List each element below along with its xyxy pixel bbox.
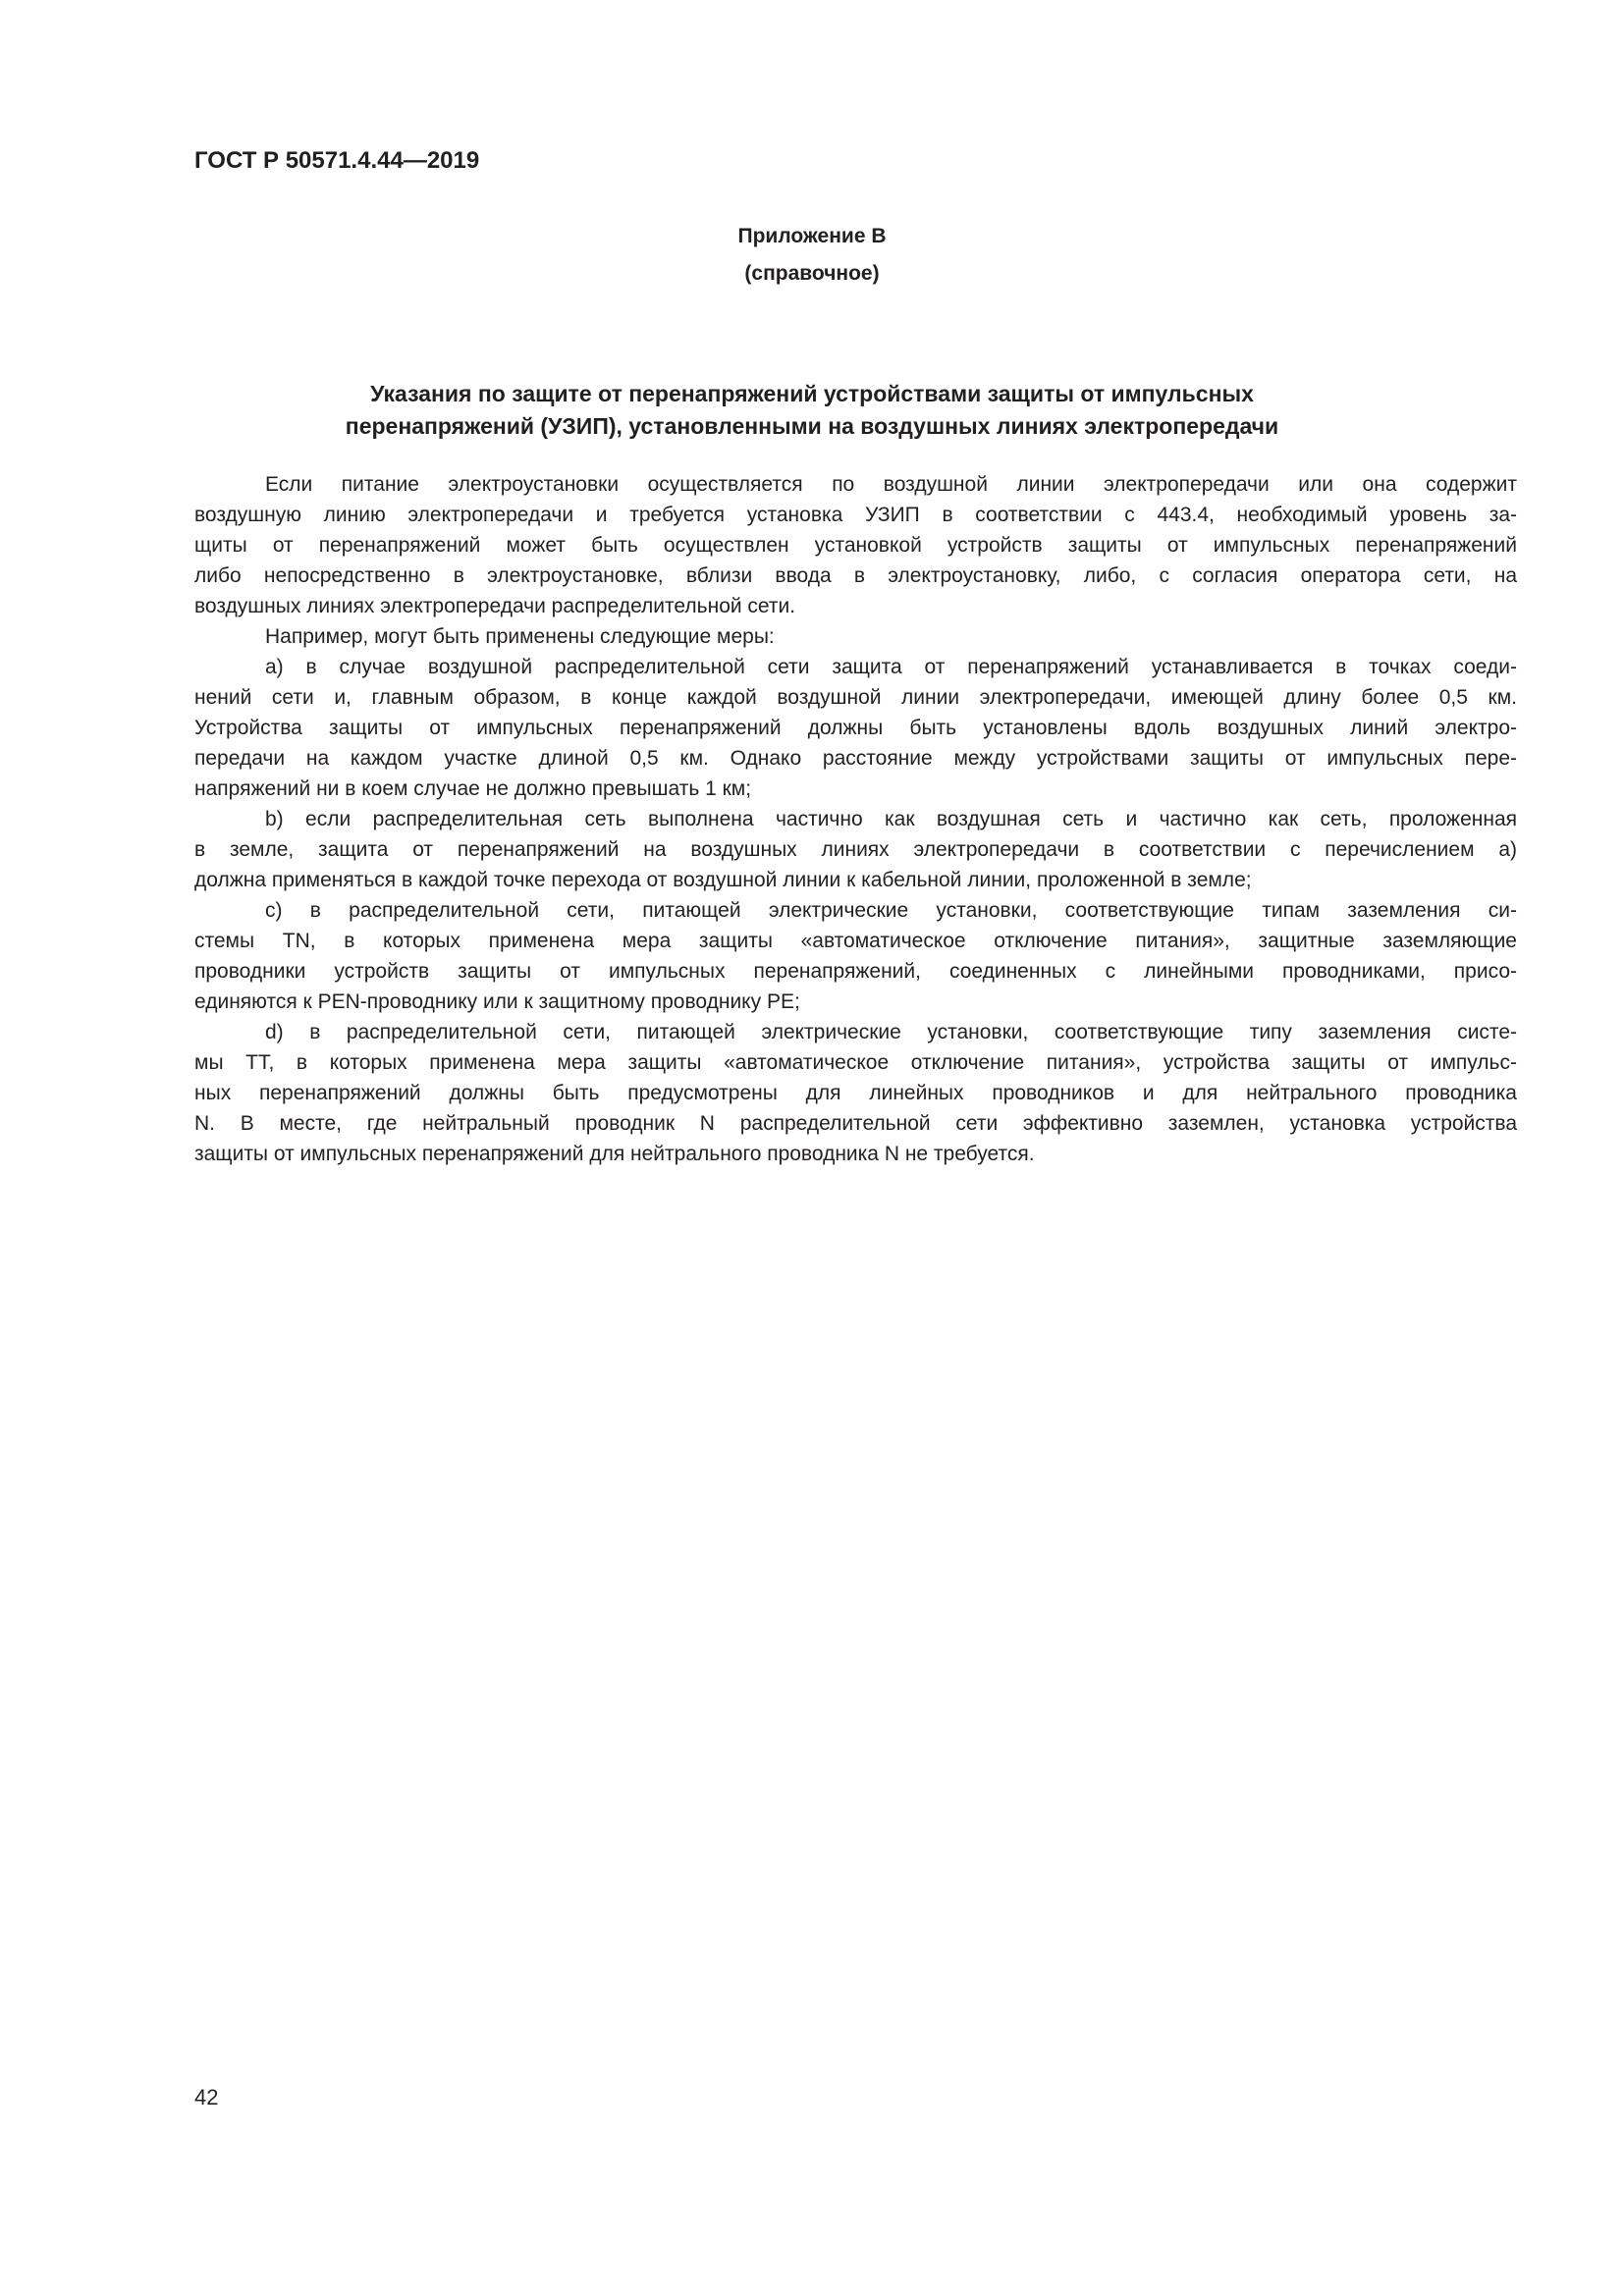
text-line: воздушную линию электропередачи и требуется установка УЗИП в соответствии с 443.4, необходимый уровень за- xyxy=(194,504,1517,526)
document-header: ГОСТ Р 50571.4.44—2019 xyxy=(194,147,480,174)
appendix-label: Приложение В xyxy=(737,225,887,247)
text-line: N. В месте, где нейтральный проводник N распределительной сети эффективно заземлен, установка устройства xyxy=(194,1112,1517,1135)
text-line: воздушных линиях электропередачи распределительной сети. xyxy=(194,595,796,617)
text-line: проводники устройств защиты от импульсных перенапряжений, соединенных с линейными проводниками, присо- xyxy=(194,960,1517,983)
text-line: щиты от перенапряжений может быть осуществлен установкой устройств защиты от импульсных перенапряжений xyxy=(194,534,1517,557)
text-line: a) в случае воздушной распределительной сети защита от перенапряжений устанавливается в точках соеди- xyxy=(265,656,1517,678)
text-line: мы TT, в которых применена мера защиты «автоматическое отключение питания», устройства защиты от импульс- xyxy=(194,1051,1517,1074)
paragraph xyxy=(194,652,1517,804)
text-line: ных перенапряжений должны быть предусмотрены для линейных проводников и для нейтрального проводника xyxy=(194,1082,1517,1104)
paragraph xyxy=(194,621,1517,652)
section-title xyxy=(0,378,1624,443)
body-text xyxy=(194,469,1517,1169)
text-line: Например, могут быть применены следующие меры: xyxy=(265,625,775,648)
paragraph xyxy=(194,469,1517,621)
text-line: защиты от импульсных перенапряжений для нейтрального проводника N не требуется. xyxy=(194,1143,1035,1165)
paragraph xyxy=(194,895,1517,1017)
text-line: стемы TN, в которых применена мера защиты «автоматическое отключение питания», защитные заземляющие xyxy=(194,930,1517,952)
paragraph xyxy=(194,1017,1517,1169)
text-line: либо непосредственно в электроустановке, вблизи ввода в электроустановку, либо, с согласия оператора сети, на xyxy=(194,564,1517,587)
text-line: d) в распределительной сети, питающей электрические установки, соответствующие типу заземления систе- xyxy=(265,1021,1517,1043)
text-line: передачи на каждом участке длиной 0,5 км. Однако расстояние между устройствами защиты от импульсных пере- xyxy=(194,747,1517,770)
text-line: Если питание электроустановки осуществляется по воздушной линии электропередачи или она содержит xyxy=(265,473,1517,496)
text-line: должна применяться в каждой точке перехода от воздушной линии к кабельной линии, проложенной в земле; xyxy=(194,869,1252,891)
paragraph xyxy=(194,804,1517,895)
text-line: напряжений ни в коем случае не должно превышать 1 км; xyxy=(194,777,752,800)
title-line: Указания по защите от перенапряжений устройствами защиты от импульсных xyxy=(370,381,1254,406)
text-line: b) если распределительная сеть выполнена частично как воздушная сеть и частично как сеть, проложенная xyxy=(265,808,1517,830)
appendix-heading xyxy=(0,218,1624,293)
text-line: c) в распределительной сети, питающей электрические установки, соответствующие типам заземления си- xyxy=(265,899,1517,922)
page-number: 42 xyxy=(194,2085,219,2109)
text-line: в земле, защита от перенапряжений на воздушных линиях электропередачи в соответствии с перечислением а) xyxy=(194,838,1517,861)
text-line: нений сети и, главным образом, в конце каждой воздушной линии электропередачи, имеющей длину более 0,5 км. xyxy=(194,686,1517,709)
appendix-type: (справочное) xyxy=(744,262,880,285)
text-line: Устройства защиты от импульсных перенапряжений должны быть установлены вдоль воздушных линий электро- xyxy=(194,717,1517,739)
text-line: единяются к PEN-проводнику или к защитному проводнику PE; xyxy=(194,990,800,1013)
title-line: перенапряжений (УЗИП), установленными на воздушных линиях электропередачи xyxy=(345,413,1279,439)
